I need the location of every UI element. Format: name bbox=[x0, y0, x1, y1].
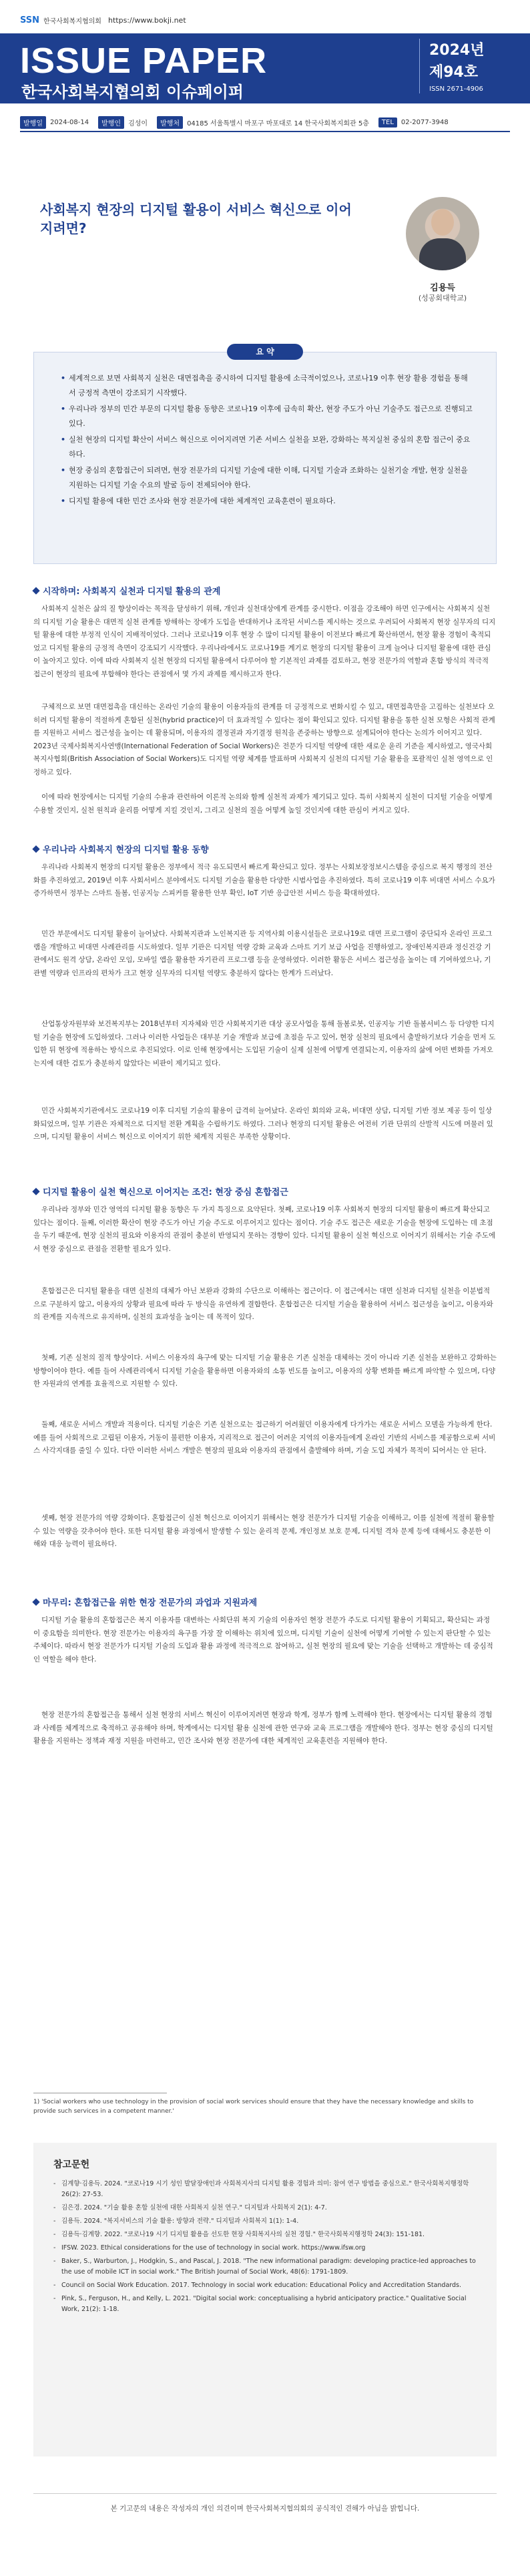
issue-year: 2024년 bbox=[429, 42, 485, 59]
references-title: 참고문헌 bbox=[53, 2159, 90, 2170]
logo[interactable] bbox=[20, 15, 186, 25]
paragraph: 이에 따라 현장에서는 디지털 기술의 수용과 관련하여 이론적 논의와 함께 실천적 과제가 제기되고 있다. 특히 사회복지 실천이 디지털 기술을 어떻게 수용할 것인지, 실천 원칙과 윤리를 어떻게 지킬 것인지, 그리고 실천의 질을 어떻게 높일 것인지에 대한 관심이 커지고 있다. bbox=[33, 793, 493, 814]
issue-box bbox=[419, 39, 510, 93]
section-title-1 bbox=[33, 584, 220, 597]
section-title-text: 시작하며: 사회복지 실천과 디지털 활용의 관계 bbox=[43, 587, 221, 597]
reference-item: - Baker, S., Warburton, J., Hodgkin, S., and Pascal, J. 2018. "The new informational paradigm: developing practice-led approaches to the use of mobile ICT in social work." The British Journal of Social Work, 48(6): 1791-1809. bbox=[53, 2256, 477, 2278]
issue-number: 제94호 bbox=[429, 64, 479, 81]
paragraph: 사회복지 실천은 삶의 질 향상이라는 목적을 달성하기 위해, 개인과 실천대상에게 관계를 중시한다. 이점을 강조해야 하면 인구에서는 사회복지 실천의 디지털 기술 활용은 대면적 실천 관계를 방해하는 장애가 도입을 반대하거나 조작된 서비스를 제시하는 것으로 우려되어 사회복지 현장 실무자의 디지털 활용에 대한 부정적 인식이 지배적이었다. 그러나 코로나19 이후 현장 수 많이 디지털 활용이 이전보다 빠르게 확산하면서, 현장 활용 경험이 축적되었고 디지털 활용의 긍정적 측면이 강조되기 시작했다. 우리나라에서도 코로나19를 계기로 현장의 디지털 활용이 크게 늘어나 디지털 활용에 대한 관심이 높아지고 있다. 이에 따라 사회복지 실천 현장의 디지털 활용에서 다루어야 할 기본적인 과제를 검토하고, 현장 전문가의 역할과 혼합 방식의 적극적 접근이 현장의 필요에 부합해야 한다는 관점에서 몇 가지 과제를 제시하고자 한다. bbox=[33, 605, 496, 678]
section-title-text: 우리나라 사회복지 현장의 디지털 활용 동향 bbox=[43, 845, 209, 855]
summary-item: • 실천 현장의 디지털 확산이 서비스 혁신으로 이어지려면 기존 서비스 실천을 보완, 강화하는 복지실천 중심의 혼합 접근이 중요하다. bbox=[61, 433, 473, 462]
reference-item: - Council on Social Work Education. 2017. Technology in social work education: Educational Policy and Accreditation Standards. bbox=[53, 2280, 477, 2291]
divider bbox=[20, 131, 510, 132]
references-box bbox=[33, 2143, 497, 2457]
author-name: 김용득 bbox=[430, 283, 455, 293]
article-headline: 사회복지 현장의 디지털 활용이 서비스 혁신으로 이어지려면? bbox=[40, 202, 352, 236]
paragraph: 현장 전문가의 혼합접근을 통해서 실천 현장의 서비스 혁신이 이루어지려면 현장과 학계, 정부가 함께 노력해야 한다. 현장에서는 디지털 활용의 경험과 사례를 체계적으로 축적하고 공유해야 하며, 학계에서는 디지털 활용 실천에 관한 연구와 교육 프로그램을 개발해야 한다. 정부는 현장 중심의 디지털 활용을 지원하는 정책과 재정 지원을 마련하고, 민간 조사와 현장 전문가에 대한 체계적인 교육훈련을 지원해야 한다. bbox=[33, 1711, 493, 1745]
top-strip bbox=[0, 0, 530, 33]
paragraph: 셋째, 현장 전문가의 역량 강화이다. 혼합접근이 실천 혁신으로 이어지기 위해서는 현장 전문가가 디지털 기술을 이해하고, 이를 실천에 적절히 활용할 수 있는 역량을 갖추어야 한다. 또한 디지털 활용 과정에서 발생할 수 있는 윤리적 문제, 개인정보 보호 문제, 디지털 격차 문제 등에 대해서도 충분한 이해와 대응 능력이 필요하다. bbox=[33, 1514, 495, 1548]
paragraph: 민간 부문에서도 디지털 활용이 늘어났다. 사회복지관과 노인복지관 등 지역사회 이용시설들은 코로나19로 대면 프로그램이 중단되자 온라인 프로그램을 개발하고 비대면 사례관리를 시도하였다. 일부 기관은 디지털 역량 강화 교육과 스마트 기기 보급 사업을 진행하였고, 장애인복지관과 정신건강 기관에서도 원격 상담, 온라인 모임, 모바일 앱을 활용한 자기관리 프로그램 등을 운영하였다. 이러한 활동은 서비스 접근성을 높이는 데 기여하였으나, 기관별 역량과 인프라의 편차가 크고 현장 실무자의 디지털 역량도 충분하지 않다는 한계가 드러났다. bbox=[33, 930, 493, 977]
logo-text: 한국사회복지협의회 bbox=[43, 18, 101, 25]
reference-item: - 김용득·김계향. 2022. "코로나19 시기 디지털 활용을 선도한 현장 사회복지사의 실천 경험." 한국사회복지행정학 24(3): 151-181. bbox=[53, 2230, 477, 2240]
section-title-text: 디지털 활용이 실천 혁신으로 이어지는 조건: 현장 중심 혼합접근 bbox=[43, 1188, 288, 1198]
diamond-bullet-icon bbox=[32, 1188, 39, 1195]
paragraph: 혼합접근은 디지털 활용을 대면 실천의 대체가 아닌 보완과 강화의 수단으로 이해하는 접근이다. 이 접근에서는 대면 실천과 디지털 실천을 이분법적으로 구분하지 않고, 이용자의 상황과 필요에 따라 두 방식을 유연하게 결합한다. 혼합접근은 디지털 기술을 활용하여 서비스 접근성을 높이고, 이용자와의 관계를 지속적으로 유지하며, 실천의 효과성을 높이는 데 목적이 있다. bbox=[33, 1287, 493, 1321]
paragraph: 민간 사회복지기관에서도 코로나19 이후 디지털 기술의 활용이 급격히 늘어났다. 온라인 회의와 교육, 비대면 상담, 디지털 기반 정보 제공 등이 일상화되었으며, 일부 기관은 자체적으로 디지털 전환 계획을 수립하기도 하였다. 그러나 현장의 디지털 활용은 여전히 기관 단위의 산발적 시도에 머물러 있으며, 디지털 활용이 서비스 혁신으로 이어지기 위한 체계적 지원은 부족한 상황이다. bbox=[33, 1107, 493, 1141]
date-value: 2024-08-14 bbox=[49, 119, 89, 126]
summary-item: • 우리나라 정부의 민간 부문의 디지털 활용 동향은 코로나19 이후에 급속히 확산, 현장 주도가 아닌 기술주도 접근으로 진행되고 있다. bbox=[61, 402, 473, 431]
footnote: 1) 'Social workers who use technology in the provision of social work services should ensure that they have the necessary knowledge and skills to provide such services in a competent manner.' bbox=[33, 2099, 474, 2115]
paragraph: 우리나라 사회복지 현장의 디지털 활용은 정부에서 적극 유도되면서 빠르게 확산되고 있다. 정부는 사회보장정보시스템을 중심으로 복지 행정의 전산화를 추진하였고, 2019년 이후 사회서비스 분야에서도 디지털 기술을 활용한 다양한 시범사업을 추진하였다. 특히 코로나19 이후 비대면 서비스 수요가 증가하면서 정부는 스마트 돌봄, 인공지능 스피커를 활용한 안부 확인, IoT 기반 응급안전 서비스 등을 확대하였다. bbox=[33, 863, 495, 897]
diamond-bullet-icon bbox=[32, 1598, 39, 1605]
publisher-value: 김성이 bbox=[128, 120, 148, 127]
paragraph: 우리나라 정부와 민간 영역의 디지털 활용 동향은 두 가지 특징으로 요약된다. 첫째, 코로나19 이후 사회복지 현장의 디지털 활용이 빠르게 확산되고 있다는 점이다. 둘째, 이러한 확산이 현장 주도가 아닌 기술 주도로 이루어지고 있다는 점이다. 기술 주도 접근은 새로운 기술을 현장에 도입하는 데 초점을 두기 때문에, 현장 실천의 필요와 이용자의 관점이 충분히 반영되지 못하는 경향이 있다. 디지털 활용이 실천 혁신으로 이어지기 위해서는 기술 주도에서 현장 중심으로 관점을 전환할 필요가 있다. bbox=[33, 1206, 496, 1253]
diamond-bullet-icon bbox=[32, 845, 39, 852]
reference-item: - 김계향·김용득. 2024. "코로나19 시기 성인 발달장애인과 사회복지사의 디지털 활용 경험과 의미: 참여 연구 방법을 중심으로." 한국사회복지행정학 26(2): 27-53. bbox=[53, 2179, 477, 2200]
summary-label: 요 약 bbox=[227, 344, 303, 360]
tel-value: 02-2077-3948 bbox=[401, 119, 449, 126]
paragraph: 첫째, 기존 실천의 질적 향상이다. 서비스 이용자의 욕구에 맞는 디지털 기술 활용은 기존 실천을 대체하는 것이 아니라 기존 실천을 보완하고 강화하는 방향이어야 한다. 예를 들어 사례관리에서 디지털 기술을 활용하면 이용자와의 소통 빈도를 높이고, 이용자의 상황 변화를 빠르게 파악할 수 있으며, 다양한 자원과의 연계를 효율적으로 지원할 수 있다. bbox=[33, 1354, 497, 1388]
section-title-3 bbox=[33, 1185, 288, 1198]
section-title-text: 마무리: 혼합접근을 위한 현장 전문가의 과업과 지원과제 bbox=[43, 1598, 258, 1608]
summary-item: • 디지털 활용에 대한 민간 조사와 현장 전문가에 대한 체계적인 교육훈련이 필요하다. bbox=[61, 494, 473, 509]
disclaimer: 본 기고문의 내용은 작성자의 개인 의견이며 한국사회복지협의회의 공식적인 견해가 아님을 밝힙니다. bbox=[33, 2493, 497, 2513]
reference-item: - 김용득. 2024. "복지서비스의 기술 활용: 방향과 전략." 디지털과 사회복지 1(1): 1-4. bbox=[53, 2216, 477, 2227]
author-photo-body bbox=[419, 238, 466, 270]
date-label: 발행일 bbox=[20, 116, 46, 129]
author-photo-head bbox=[431, 209, 454, 236]
summary-item: • 현장 중심의 혼합접근이 되려면, 현장 전문가의 디지털 기술에 대한 이해, 디지털 기술과 조화하는 실천기술 개발, 현장 실천을 지원하는 디지털 기술 수요의 발굴 등이 전제되어야 한다. bbox=[61, 463, 473, 493]
site-url-link[interactable]: https://www.bokji.net bbox=[107, 16, 186, 25]
author-photo bbox=[406, 197, 479, 270]
paragraph: 디지털 기술 활용의 혼합접근은 복지 이용자를 대변하는 사회단위 복지 기술의 이용자인 현장 전문가 주도로 디지털 활용이 기획되고, 확산되는 과정이 중요함을 의미한다. 현장 전문가는 이용자의 욕구를 가장 잘 이해하는 위치에 있으며, 디지털 기술이 실천에 어떻게 기여할 수 있는지 판단할 수 있는 주체이다. 따라서 현장 전문가가 디지털 기술의 도입과 활용 과정에 적극적으로 참여하고, 실천 현장의 필요에 맞는 기술을 선택하고 개발하는 데 중심적인 역할을 해야 한다. bbox=[33, 1616, 493, 1663]
publisher-label: 발행인 bbox=[98, 116, 124, 129]
paragraph: 둘째, 새로운 서비스 개발과 적용이다. 디지털 기술은 기존 실천으로는 접근하기 어려웠던 이용자에게 다가가는 새로운 서비스 모델을 가능하게 한다. 예를 들어 사회적으로 고립된 이용자, 거동이 불편한 이용자, 지리적으로 접근이 어려운 지역의 이용자들에게 온라인 기반의 서비스를 제공함으로써 서비스 사각지대를 줄일 수 있다. 다만 이러한 서비스 개발은 현장의 필요와 이용자의 관점에서 출발해야 하며, 기술 도입 자체가 목적이 되어서는 안 된다. bbox=[33, 1421, 496, 1455]
summary-item: • 세계적으로 보면 사회복지 실천은 대면접촉을 중시하여 디지털 활용에 소극적이었으나, 코로나19 이후 현장 활용 경험을 통해서 긍정적 측면이 강조되기 시작했다. bbox=[61, 371, 473, 401]
diamond-bullet-icon bbox=[32, 587, 39, 594]
summary-box bbox=[33, 352, 497, 564]
title-ko: 한국사회복지협의회 이슈페이퍼 bbox=[21, 83, 244, 101]
reference-item: - IFSW. 2023. Ethical considerations for the use of technology in social work. https://www.ifsw.org bbox=[53, 2243, 477, 2254]
title-en: ISSUE PAPER bbox=[20, 41, 268, 81]
address-value: 04185 서울특별시 마포구 마포대로 14 한국사회복지회관 5층 bbox=[187, 120, 369, 127]
section-title-2 bbox=[33, 842, 209, 855]
issn: ISSN 2671-4906 bbox=[429, 85, 483, 93]
summary-list bbox=[61, 371, 473, 509]
tel-label: TEL bbox=[378, 117, 397, 127]
meta-bar bbox=[20, 116, 454, 129]
section-title-4 bbox=[33, 1595, 257, 1608]
paragraph: 구체적으로 보면 대면접촉을 대신하는 온라인 기술의 활용이 이용자들의 관계를 더 긍정적으로 변화시킬 수 있고, 대면접촉만을 고집하는 실천보다 오히려 디지털 활용이 적절하게 혼합된 실천(hybrid practice)이 더 효과적일 수 있다는 점이 확인되고 있다. 디지털 활용을 통한 실천 모형은 사회적 관계를 지원하고 서비스 접근성을 높이는 데 활용되며, 이용자의 결정권과 자기결정 원칙을 존중하는 방향으로 설계되어야 한다는 논의가 이어지고 있다. 2023년 국제사회복지사연맹(International Federation of Social Workers)은 전문가 디지털 역량에 대한 새로운 윤리 기준을 제시하였고, 영국사회복지사협회(British Association of Social Workers)도 디지털 역량 체계를 발표하며 사회복지 실천의 디지털 기술 활용을 포괄적인 실천 영역으로 인정하고 있다. bbox=[33, 703, 495, 776]
author-affiliation: (성공회대학교) bbox=[418, 294, 467, 302]
logo-mark: SSN bbox=[20, 15, 40, 25]
reference-item: - Pink, S., Ferguson, H., and Kelly, L. 2021. "Digital social work: conceptualising a hybrid anticipatory practice." Qualitative Social Work, 21(2): 1-18. bbox=[53, 2294, 477, 2315]
address-label: 발행처 bbox=[157, 116, 183, 129]
reference-item: - 김은경. 2024. "기술 활용 혼합 실천에 대한 사회복지 실천 연구." 디지털과 사회복지 2(1): 4-7. bbox=[53, 2203, 477, 2214]
paragraph: 산업통상자원부와 보건복지부는 2018년부터 지자체와 민간 사회복지기관 대상 공모사업을 통해 돌봄로봇, 인공지능 기반 돌봄서비스 등 다양한 디지털 기술을 현장에 도입하였다. 그러나 이러한 사업들은 대부분 기술 개발과 보급에 초점을 두고 있어, 현장 실천의 필요에서 출발하기보다 기술을 먼저 도입한 뒤 현장에 적용하는 방식으로 추진되었다. 이로 인해 현장에서는 도입된 기술이 실제 실천에 어떻게 연결되는지, 이용자의 삶에 어떤 변화를 가져오는지에 대한 검토가 충분하지 않았다는 비판이 제기되고 있다. bbox=[33, 1020, 496, 1067]
